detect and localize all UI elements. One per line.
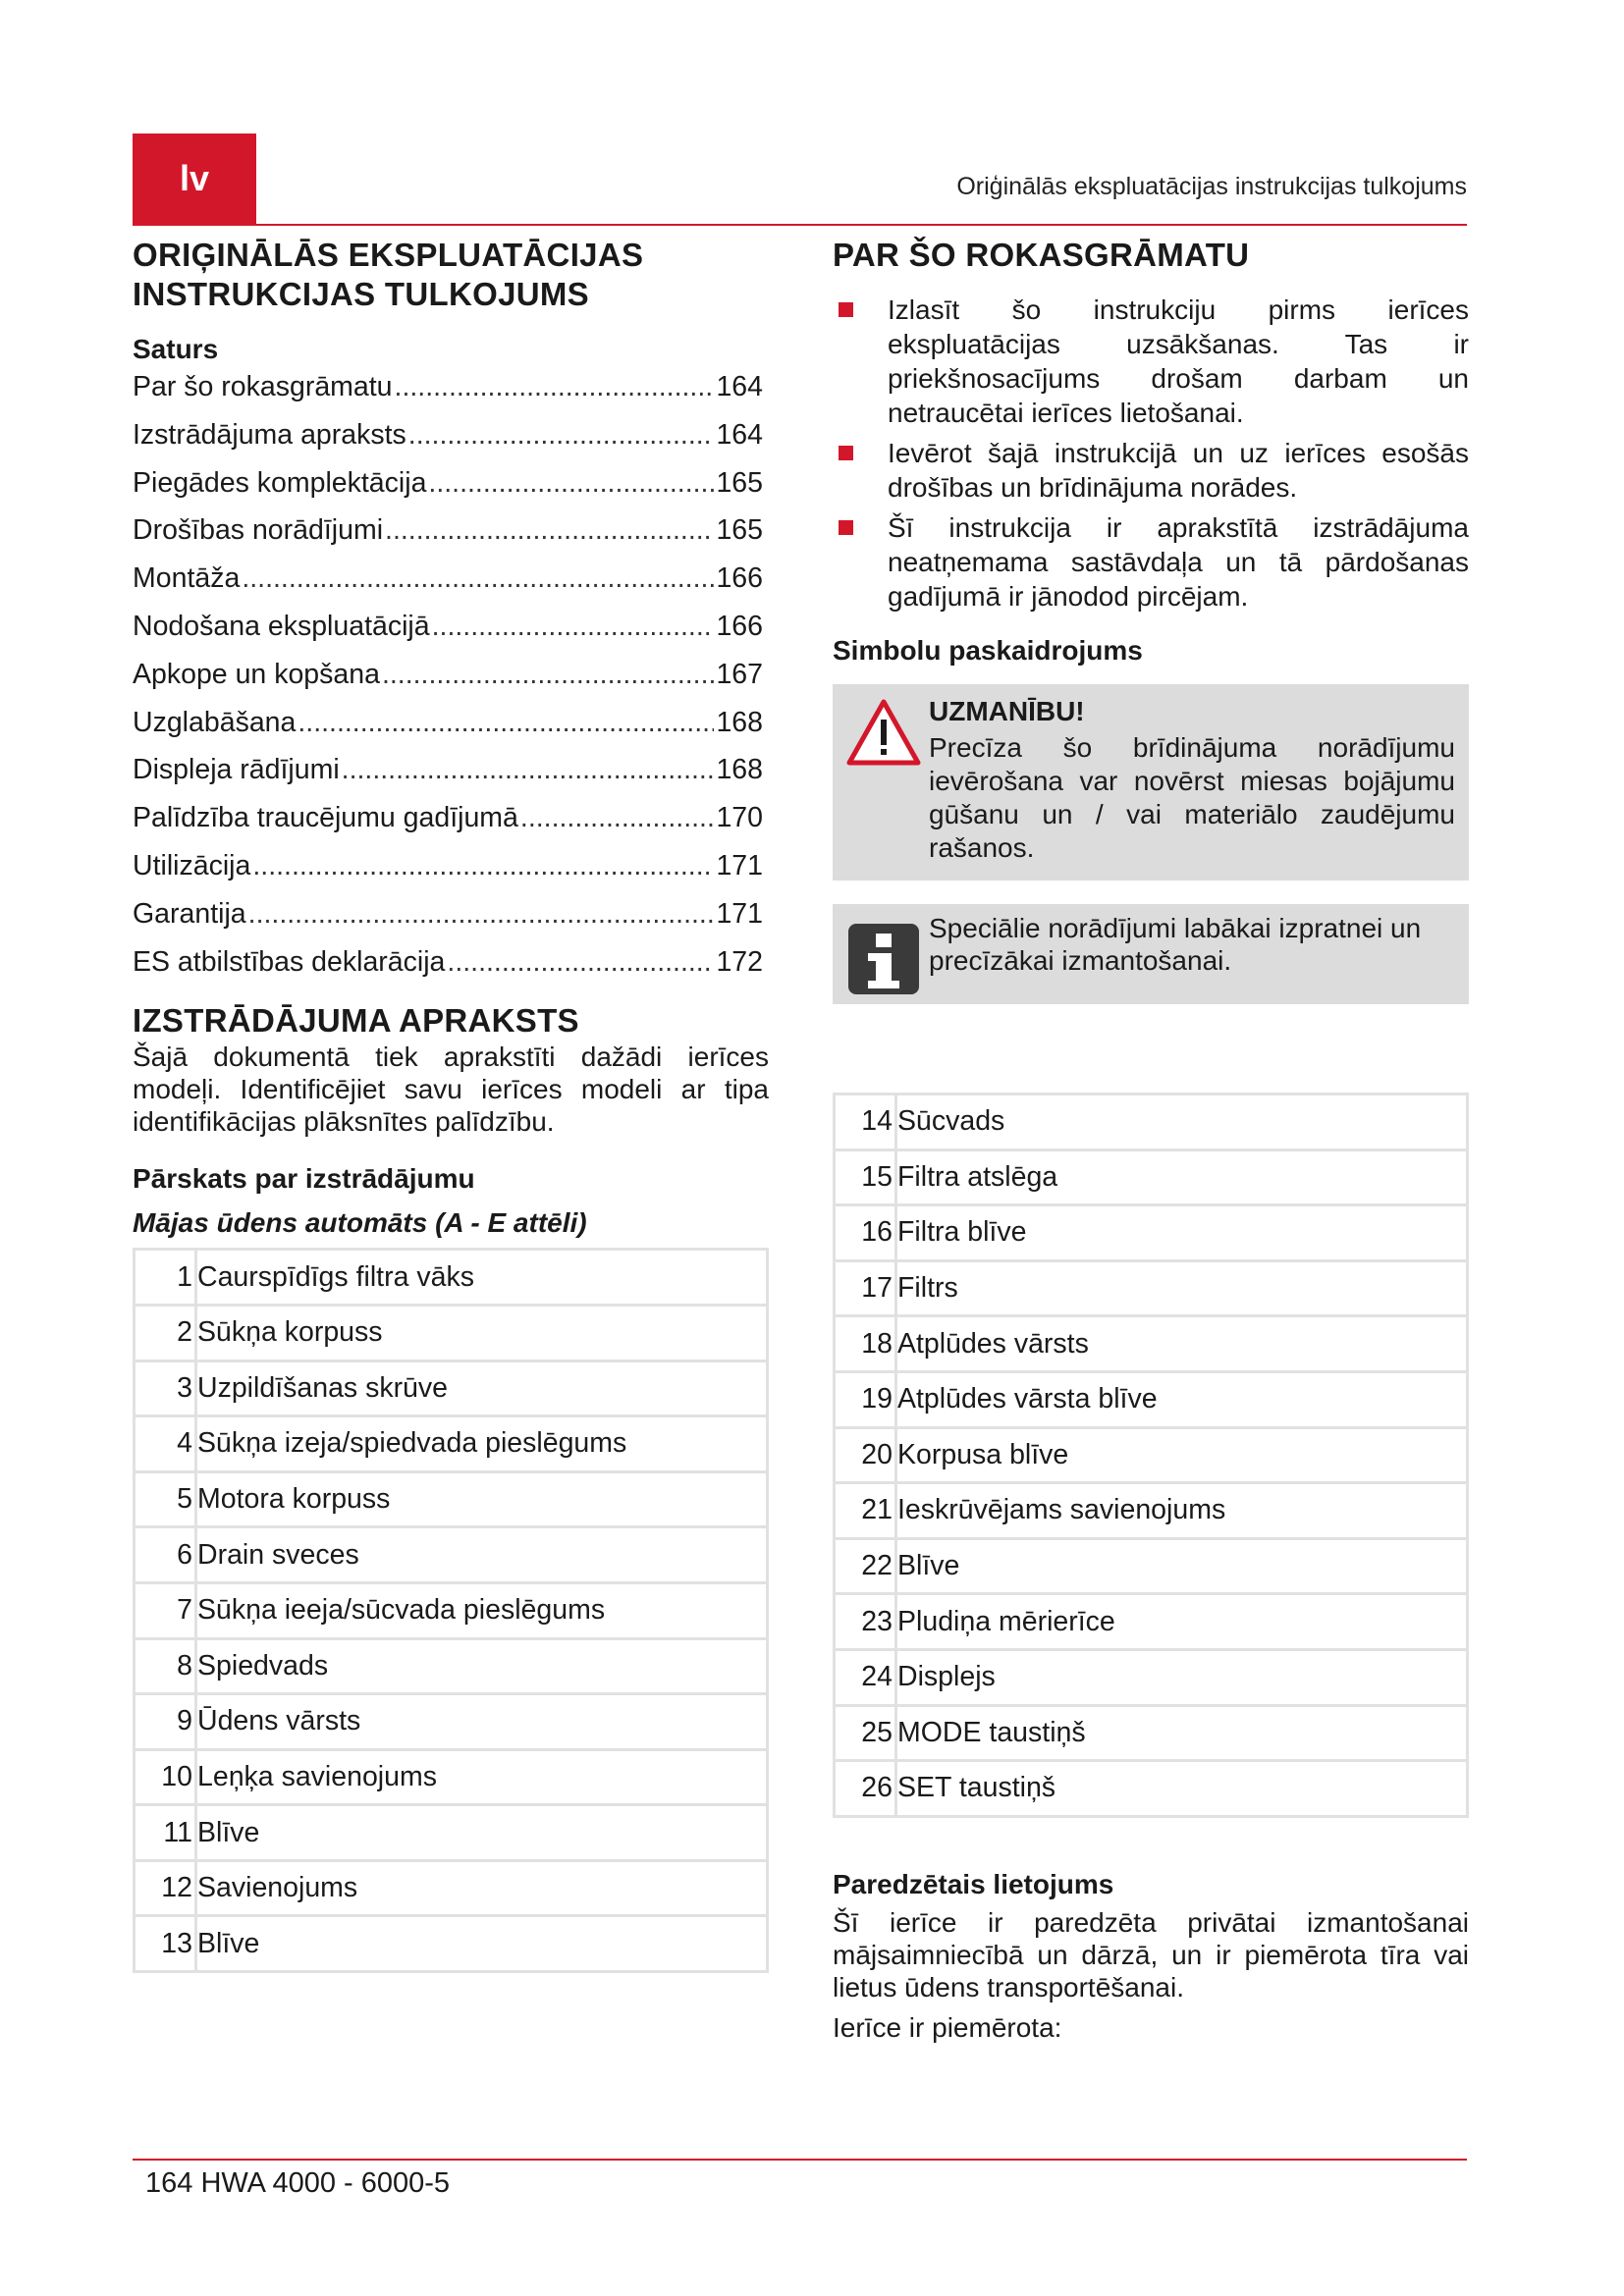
part-label: Atplūdes vārsta blīve [896, 1371, 1468, 1427]
toc-entry-page: 171 [716, 897, 763, 930]
product-overview-title: Pārskats par izstrādājumu [133, 1163, 475, 1195]
table-row [135, 1250, 768, 1306]
part-number: 22 [835, 1538, 896, 1594]
table-row [135, 1305, 768, 1361]
part-label: Sūkņa ieeja/sūcvada pieslēgums [196, 1582, 768, 1638]
toc-entry-page: 164 [716, 418, 763, 451]
table-row [835, 1761, 1468, 1817]
part-number: 1 [135, 1250, 196, 1306]
toc-entry[interactable] [133, 371, 763, 419]
toc-entry-page: 164 [716, 371, 763, 402]
document-title-line2: INSTRUKCIJAS TULKOJUMS [133, 276, 589, 312]
footer-page-info: 164 HWA 4000 - 6000-5 [145, 2167, 451, 2199]
toc-entry-title: Displeja rādījumi [133, 754, 340, 786]
product-description-text: Šajā dokumentā tiek aprakstīti dažādi ierīces modeļi. Identificējiet savu ierīces modeli ar tipa identifikācijas plāksnītes palīdzību. [133, 1041, 769, 1138]
intended-use-text: Šī ierīce ir paredzēta privātai izmantošanai mājsaimniecībā un dārzā, un ir piemērota tīra vai lietus ūdens transportēšanai. [833, 1907, 1469, 2002]
part-number: 13 [135, 1916, 196, 1972]
toc-entry-page: 165 [716, 514, 763, 547]
table-row [835, 1538, 1468, 1594]
intended-use-section [833, 1865, 1469, 2044]
section-about-manual-title: PAR ŠO ROKASGRĀMATU [833, 237, 1250, 273]
symbols-title: Simbolu paskaidrojums [833, 635, 1143, 666]
part-label: Filtrs [896, 1260, 1468, 1316]
header-divider [133, 224, 1467, 226]
language-tab: lv [133, 133, 256, 224]
part-number: 25 [835, 1705, 896, 1761]
part-label: Pludiņa mērierīce [896, 1594, 1468, 1650]
toc-leader-dots [432, 611, 715, 643]
toc-leader-dots [385, 514, 714, 547]
part-number: 8 [135, 1638, 196, 1694]
bullet-square-icon [839, 302, 853, 317]
toc-leader-dots [248, 898, 715, 931]
bullet-square-icon [839, 520, 853, 535]
part-label: Blīve [196, 1805, 768, 1861]
table-of-contents [133, 371, 769, 993]
toc-leader-dots [298, 707, 714, 739]
part-label: Sūkņa izeja/spiedvada pieslēgums [196, 1416, 768, 1472]
toc-entry-page: 165 [716, 466, 763, 499]
toc-entry-title: Par šo rokasgrāmatu [133, 371, 393, 402]
footer-divider [133, 2159, 1467, 2161]
toc-entry[interactable] [133, 898, 763, 946]
toc-leader-dots [242, 562, 714, 595]
right-column [833, 236, 1469, 1004]
info-box [833, 904, 1469, 1004]
toc-entry-title: Utilizācija [133, 849, 251, 881]
toc-entry[interactable] [133, 611, 763, 659]
document-title-line1: ORIĢINĀLĀS EKSPLUATĀCIJAS [133, 237, 644, 273]
toc-entry[interactable] [133, 514, 763, 562]
product-overview-subtitle: Mājas ūdens automāts (A - E attēli) [133, 1207, 587, 1239]
part-label: Motora korpuss [196, 1471, 768, 1527]
part-label: SET taustiņš [896, 1761, 1468, 1817]
toc-entry-title: Uzglabāšana [133, 706, 297, 738]
part-number: 20 [835, 1427, 896, 1483]
left-column [133, 236, 769, 1973]
part-label: Blīve [896, 1538, 1468, 1594]
intended-use-title: Paredzētais lietojums [833, 1869, 1114, 1899]
toc-entry-title: Drošības norādījumi [133, 514, 384, 547]
toc-entry-page: 168 [716, 754, 763, 786]
list-item [833, 293, 1469, 430]
part-number: 14 [835, 1095, 896, 1150]
warning-text: Precīza šo brīdinājuma norādījumu ievērošana var novērst miesas bojājumu gūšanu un / vai materiālo zaudējumu rašanos. [929, 732, 1455, 863]
table-row [135, 1361, 768, 1416]
list-item [833, 510, 1469, 614]
table-row [835, 1427, 1468, 1483]
toc-leader-dots [447, 946, 714, 979]
table-row [835, 1149, 1468, 1205]
table-row [135, 1638, 768, 1694]
part-number: 21 [835, 1483, 896, 1539]
toc-entry[interactable] [133, 659, 763, 707]
part-number: 3 [135, 1361, 196, 1416]
toc-entry[interactable] [133, 419, 763, 467]
table-row [135, 1416, 768, 1472]
part-label: Sūcvads [896, 1095, 1468, 1150]
part-number: 24 [835, 1649, 896, 1705]
toc-entry-page: 172 [716, 945, 763, 978]
bullet-square-icon [839, 446, 853, 460]
toc-leader-dots [252, 850, 714, 882]
part-number: 4 [135, 1416, 196, 1472]
part-label: Ieskrūvējams savienojums [896, 1483, 1468, 1539]
part-number: 10 [135, 1749, 196, 1805]
bullet-text: Ievērot šajā instrukcijā un uz ierīces esošās drošības un brīdinājuma norādes. [888, 438, 1469, 503]
part-number: 5 [135, 1471, 196, 1527]
table-row [835, 1316, 1468, 1372]
info-text: Speciālie norādījumi labākai izpratnei un precīzākai izmantošanai. [929, 913, 1422, 976]
part-label: Sūkņa korpuss [196, 1305, 768, 1361]
part-label: MODE taustiņš [896, 1705, 1468, 1761]
part-number: 26 [835, 1761, 896, 1817]
toc-entry-title: Montāža [133, 562, 241, 595]
part-label: Uzpildīšanas skrūve [196, 1361, 768, 1416]
part-label: Blīve [196, 1916, 768, 1972]
part-label: Filtra atslēga [896, 1149, 1468, 1205]
part-label: Filtra blīve [896, 1205, 1468, 1261]
toc-leader-dots [408, 419, 715, 452]
toc-entry[interactable] [133, 562, 763, 611]
part-number: 17 [835, 1260, 896, 1316]
part-label: Caurspīdīgs filtra vāks [196, 1250, 768, 1306]
toc-entry[interactable] [133, 946, 763, 994]
toc-leader-dots [520, 802, 715, 834]
table-row [135, 1916, 768, 1972]
intended-use-text-2: Ierīce ir piemērota: [833, 2012, 1062, 2043]
running-title: Oriģinālās ekspluatācijas instrukcijas tulkojums [956, 173, 1467, 200]
warning-heading: UZMANĪBU! [929, 696, 1085, 726]
table-row [835, 1095, 1468, 1150]
part-number: 19 [835, 1371, 896, 1427]
toc-leader-dots [395, 371, 715, 403]
toc-entry-title: ES atbilstības deklarācija [133, 945, 446, 978]
toc-entry-title: Palīdzība traucējumu gadījumā [133, 802, 518, 834]
toc-entry-page: 171 [716, 849, 763, 881]
parts-table-left [133, 1248, 769, 1973]
list-item [833, 436, 1469, 505]
table-row [135, 1694, 768, 1750]
table-row [135, 1471, 768, 1527]
toc-entry-page: 168 [716, 706, 763, 738]
toc-entry-page: 167 [716, 658, 763, 690]
part-number: 11 [135, 1805, 196, 1861]
part-label: Savienojums [196, 1860, 768, 1916]
toc-leader-dots [428, 467, 714, 500]
part-number: 7 [135, 1582, 196, 1638]
toc-entry-title: Garantija [133, 897, 246, 930]
warning-triangle-icon [846, 698, 921, 767]
section-product-description-title: IZSTRĀDĀJUMA APRAKSTS [133, 1002, 579, 1040]
part-label: Ūdens vārsts [196, 1694, 768, 1750]
table-row [135, 1860, 768, 1916]
toc-leader-dots [382, 659, 714, 691]
warning-box [833, 684, 1469, 881]
toc-entry[interactable] [133, 467, 763, 515]
toc-entry-title: Piegādes komplektācija [133, 466, 427, 499]
info-icon [846, 922, 921, 996]
table-row [835, 1205, 1468, 1261]
toc-entry-page: 166 [716, 610, 763, 642]
table-row [835, 1483, 1468, 1539]
table-row [835, 1649, 1468, 1705]
table-row [835, 1594, 1468, 1650]
document-title [133, 236, 769, 314]
part-label: Displejs [896, 1649, 1468, 1705]
table-row [135, 1805, 768, 1861]
table-row [135, 1749, 768, 1805]
bullet-text: Izlasīt šo instrukciju pirms ierīces ekspluatācijas uzsākšanas. Tas ir priekšnosacījums drošam darbam un netraucētai ierīces lietošanai. [888, 294, 1469, 428]
manual-bullets [833, 293, 1469, 614]
part-number: 2 [135, 1305, 196, 1361]
part-number: 18 [835, 1316, 896, 1372]
toc-entry-title: Apkope un kopšana [133, 658, 380, 690]
part-number: 15 [835, 1149, 896, 1205]
toc-title: Saturs [133, 334, 219, 364]
part-label: Korpusa blīve [896, 1427, 1468, 1483]
parts-table-right [833, 1093, 1469, 1818]
part-label: Drain sveces [196, 1527, 768, 1583]
toc-entry-title: Izstrādājuma apraksts [133, 418, 406, 451]
table-row [835, 1260, 1468, 1316]
toc-entry[interactable] [133, 754, 763, 802]
table-row [835, 1371, 1468, 1427]
toc-entry[interactable] [133, 802, 763, 850]
toc-entry-title: Nodošana ekspluatācijā [133, 610, 430, 642]
part-number: 23 [835, 1594, 896, 1650]
table-row [835, 1705, 1468, 1761]
part-number: 9 [135, 1694, 196, 1750]
table-row [135, 1582, 768, 1638]
toc-entry[interactable] [133, 707, 763, 755]
toc-entry-page: 166 [716, 562, 763, 595]
part-label: Leņķa savienojums [196, 1749, 768, 1805]
part-number: 6 [135, 1527, 196, 1583]
part-label: Atplūdes vārsts [896, 1316, 1468, 1372]
part-label: Spiedvads [196, 1638, 768, 1694]
toc-leader-dots [342, 754, 715, 786]
table-row [135, 1527, 768, 1583]
bullet-text: Šī instrukcija ir aprakstītā izstrādājuma neatņemama sastāvdaļa un tā pārdošanas gadījumā ir jānodod pircējam. [888, 512, 1469, 612]
toc-entry[interactable] [133, 850, 763, 898]
part-number: 12 [135, 1860, 196, 1916]
toc-entry-page: 170 [716, 802, 763, 834]
part-number: 16 [835, 1205, 896, 1261]
